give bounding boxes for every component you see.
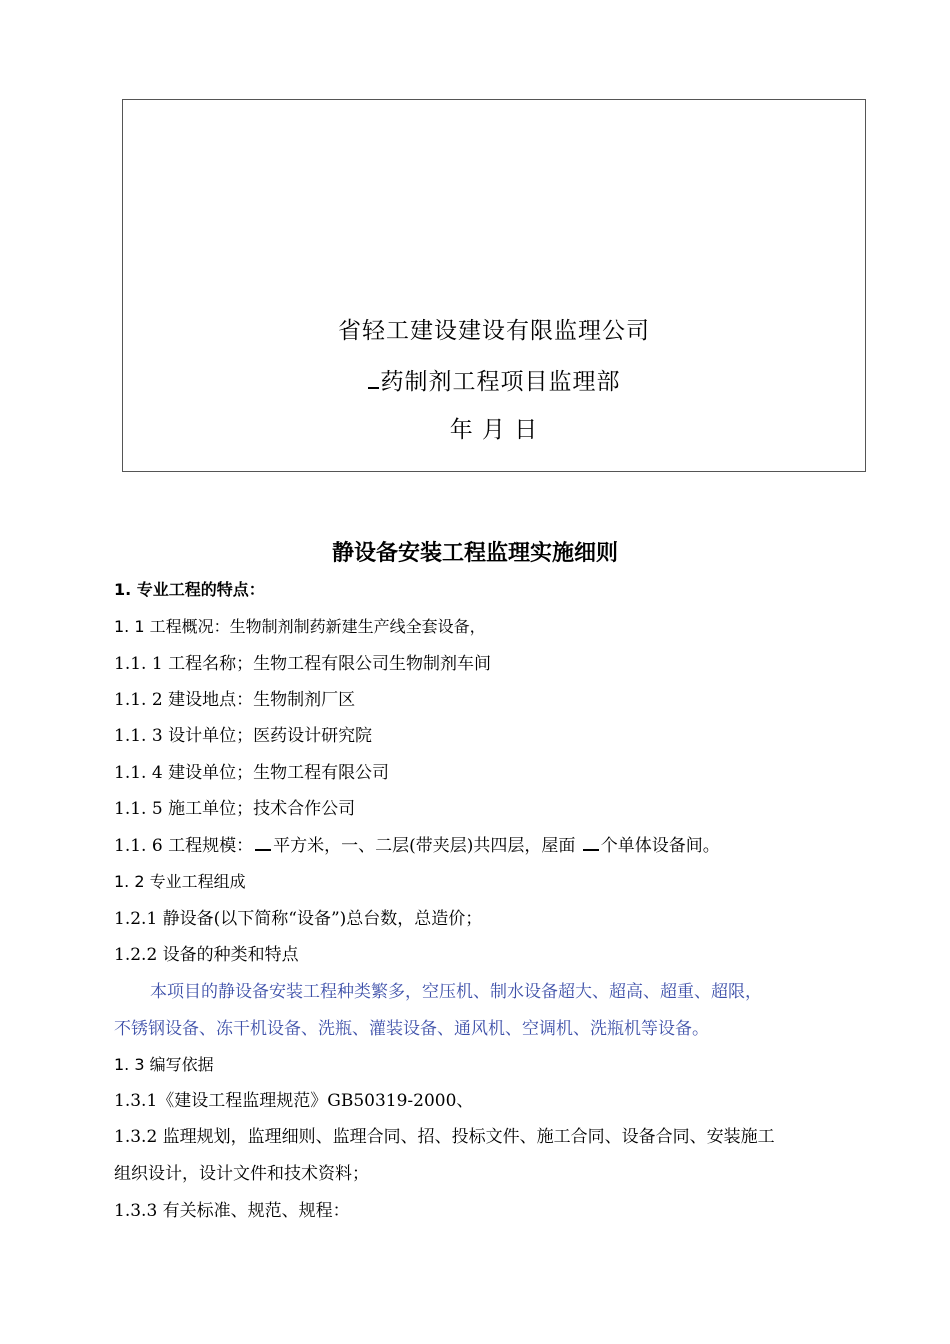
section-1-3-1: 1.3.1《建设工程监理规范》GB50319-2000、: [114, 1091, 474, 1111]
description-line-2: 不锈钢设备、冻干机设备、洗瓶、灌装设备、通风机、空调机、洗瓶机等设备。: [114, 1019, 709, 1039]
section-1-1-4: 1.1. 4 建设单位；生物工程有限公司: [114, 763, 390, 783]
section-1-1-6: [114, 831, 720, 856]
section-1-2-1: 1.2.1 静设备(以下简称“设备”)总台数，总造价；: [114, 909, 483, 929]
scale-text: 平方米，一、二层(带夹层)共四层，屋面: [273, 836, 581, 856]
section-1-2: 1. 2 专业工程组成: [114, 872, 246, 891]
section-1-3-2-line-1: 1.3.2 监理规划，监理细则、监理合同、招、投标文件、施工合同、设备合同、安装施工: [114, 1127, 775, 1147]
section-heading-1: 1. 专业工程的特点：: [114, 580, 265, 599]
section-1-1-3: 1.1. 3 设计单位；医药设计研究院: [114, 726, 373, 746]
scale-label: 1.1. 6 工程规模：: [114, 836, 254, 856]
cover-company: 省轻工建设建设有限监理公司: [338, 318, 650, 344]
cover-date: 年 月 日: [449, 417, 539, 443]
section-1-1: 1. 1 工程概况：生物制剂制药新建生产线全套设备，: [114, 617, 486, 636]
document-title: 静设备安装工程监理实施细则: [331, 541, 618, 566]
cover-department-line: [123, 363, 865, 396]
blank-underline: [583, 848, 599, 851]
scale-tail: 个单体设备间。: [600, 836, 720, 856]
section-1-3-2-line-2: 组织设计，设计文件和技术资料；: [114, 1164, 369, 1184]
blank-underline: [368, 386, 379, 389]
cover-box: [122, 99, 866, 472]
section-1-3: 1. 3 编写依据: [114, 1055, 214, 1074]
section-1-1-1: 1.1. 1 工程名称；生物工程有限公司生物制剂车间: [114, 654, 492, 674]
section-1-2-2: 1.2.2 设备的种类和特点: [114, 945, 299, 965]
description-line-1: 本项目的静设备安装工程种类繁多，空压机、制水设备超大、超高、超重、超限，: [150, 982, 762, 1002]
section-1-1-5: 1.1. 5 施工单位；技术合作公司: [114, 799, 356, 819]
section-1-1-2: 1.1. 2 建设地点：生物制剂厂区: [114, 690, 356, 710]
section-1-3-3: 1.3.3 有关标准、规范、规程：: [114, 1201, 350, 1221]
cover-department: 药制剂工程项目监理部: [380, 369, 621, 395]
blank-underline: [255, 848, 271, 851]
